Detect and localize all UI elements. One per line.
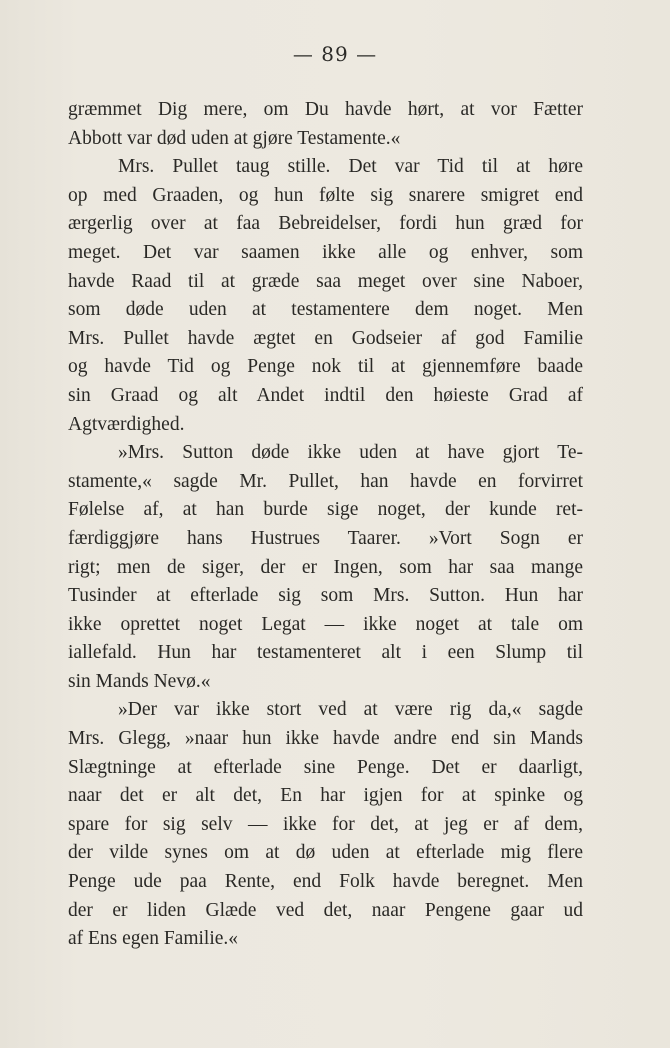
text-line: der er liden Glæde ved det, naar Pengene gaar ud <box>68 899 583 921</box>
text-line: Penge ude paa Rente, end Folk havde beregnet. Men <box>68 871 583 893</box>
text-line: Mrs. Pullet taug stille. Det var Tid til at høre <box>118 156 583 178</box>
text-line: Slægtninge at efterlade sine Penge. Det er daarligt, <box>68 756 583 778</box>
text-line: græmmet Dig mere, om Du havde hørt, at vor Fætter <box>68 99 583 120</box>
text-line: rigt; men de siger, der er Ingen, som har saa mange <box>68 556 583 578</box>
text-line: Mrs. Pullet havde ægtet en Godseier af god Familie <box>68 327 583 349</box>
text-line: spare for sig selv — ikke for det, at jeg er af dem, <box>68 813 583 835</box>
text-line: Tusinder at efterlade sig som Mrs. Sutton. Hun har <box>68 585 583 607</box>
body-text <box>68 96 583 954</box>
text-line: »Der var ikke stort ved at være rig da,« sagde <box>118 699 583 721</box>
text-line: op med Graaden, og hun følte sig snarere smigret end <box>68 184 583 206</box>
text-line: meget. Det var saamen ikke alle og enhver, som <box>68 241 583 263</box>
text-line: som døde uden at testamentere dem noget. Men <box>68 299 583 321</box>
text-line: havde Raad til at græde saa meget over sine Naboer, <box>68 270 583 292</box>
text-line: iallefald. Hun har testamenteret alt i een Slump til <box>68 642 583 664</box>
text-line: der vilde synes om at dø uden at efterlade mig flere <box>68 842 583 864</box>
text-line: sin Graad og alt Andet indtil den høieste Grad af <box>68 384 583 406</box>
text-line: ærgerlig over at faa Bebreidelser, fordi hun græd for <box>68 213 583 235</box>
text-line: færdiggjøre hans Hustrues Taarer. »Vort Sogn er <box>68 527 583 549</box>
text-line: Agtværdighed. <box>68 413 185 435</box>
text-line: naar det er alt det, En har igjen for at spinke og <box>68 785 583 807</box>
text-line: Følelse af, at han burde sige noget, der kunde ret- <box>68 499 583 521</box>
page-number: — 89 — <box>292 42 378 66</box>
text-line: af Ens egen Familie.« <box>68 928 239 950</box>
text-line: sin Mands Nevø.« <box>68 670 211 692</box>
text-line: Mrs. Glegg, »naar hun ikke havde andre end sin Mands <box>68 728 583 750</box>
text-line: stamente,« sagde Mr. Pullet, han havde en forvirret <box>68 470 583 492</box>
text-line: Abbott var død uden at gjøre Testamente.« <box>68 127 401 149</box>
text-line: »Mrs. Sutton døde ikke uden at have gjort Te- <box>118 442 583 464</box>
text-line: og havde Tid og Penge nok til at gjennemføre baade <box>68 356 583 378</box>
text-line: ikke oprettet noget Legat — ikke noget at tale om <box>68 613 583 635</box>
